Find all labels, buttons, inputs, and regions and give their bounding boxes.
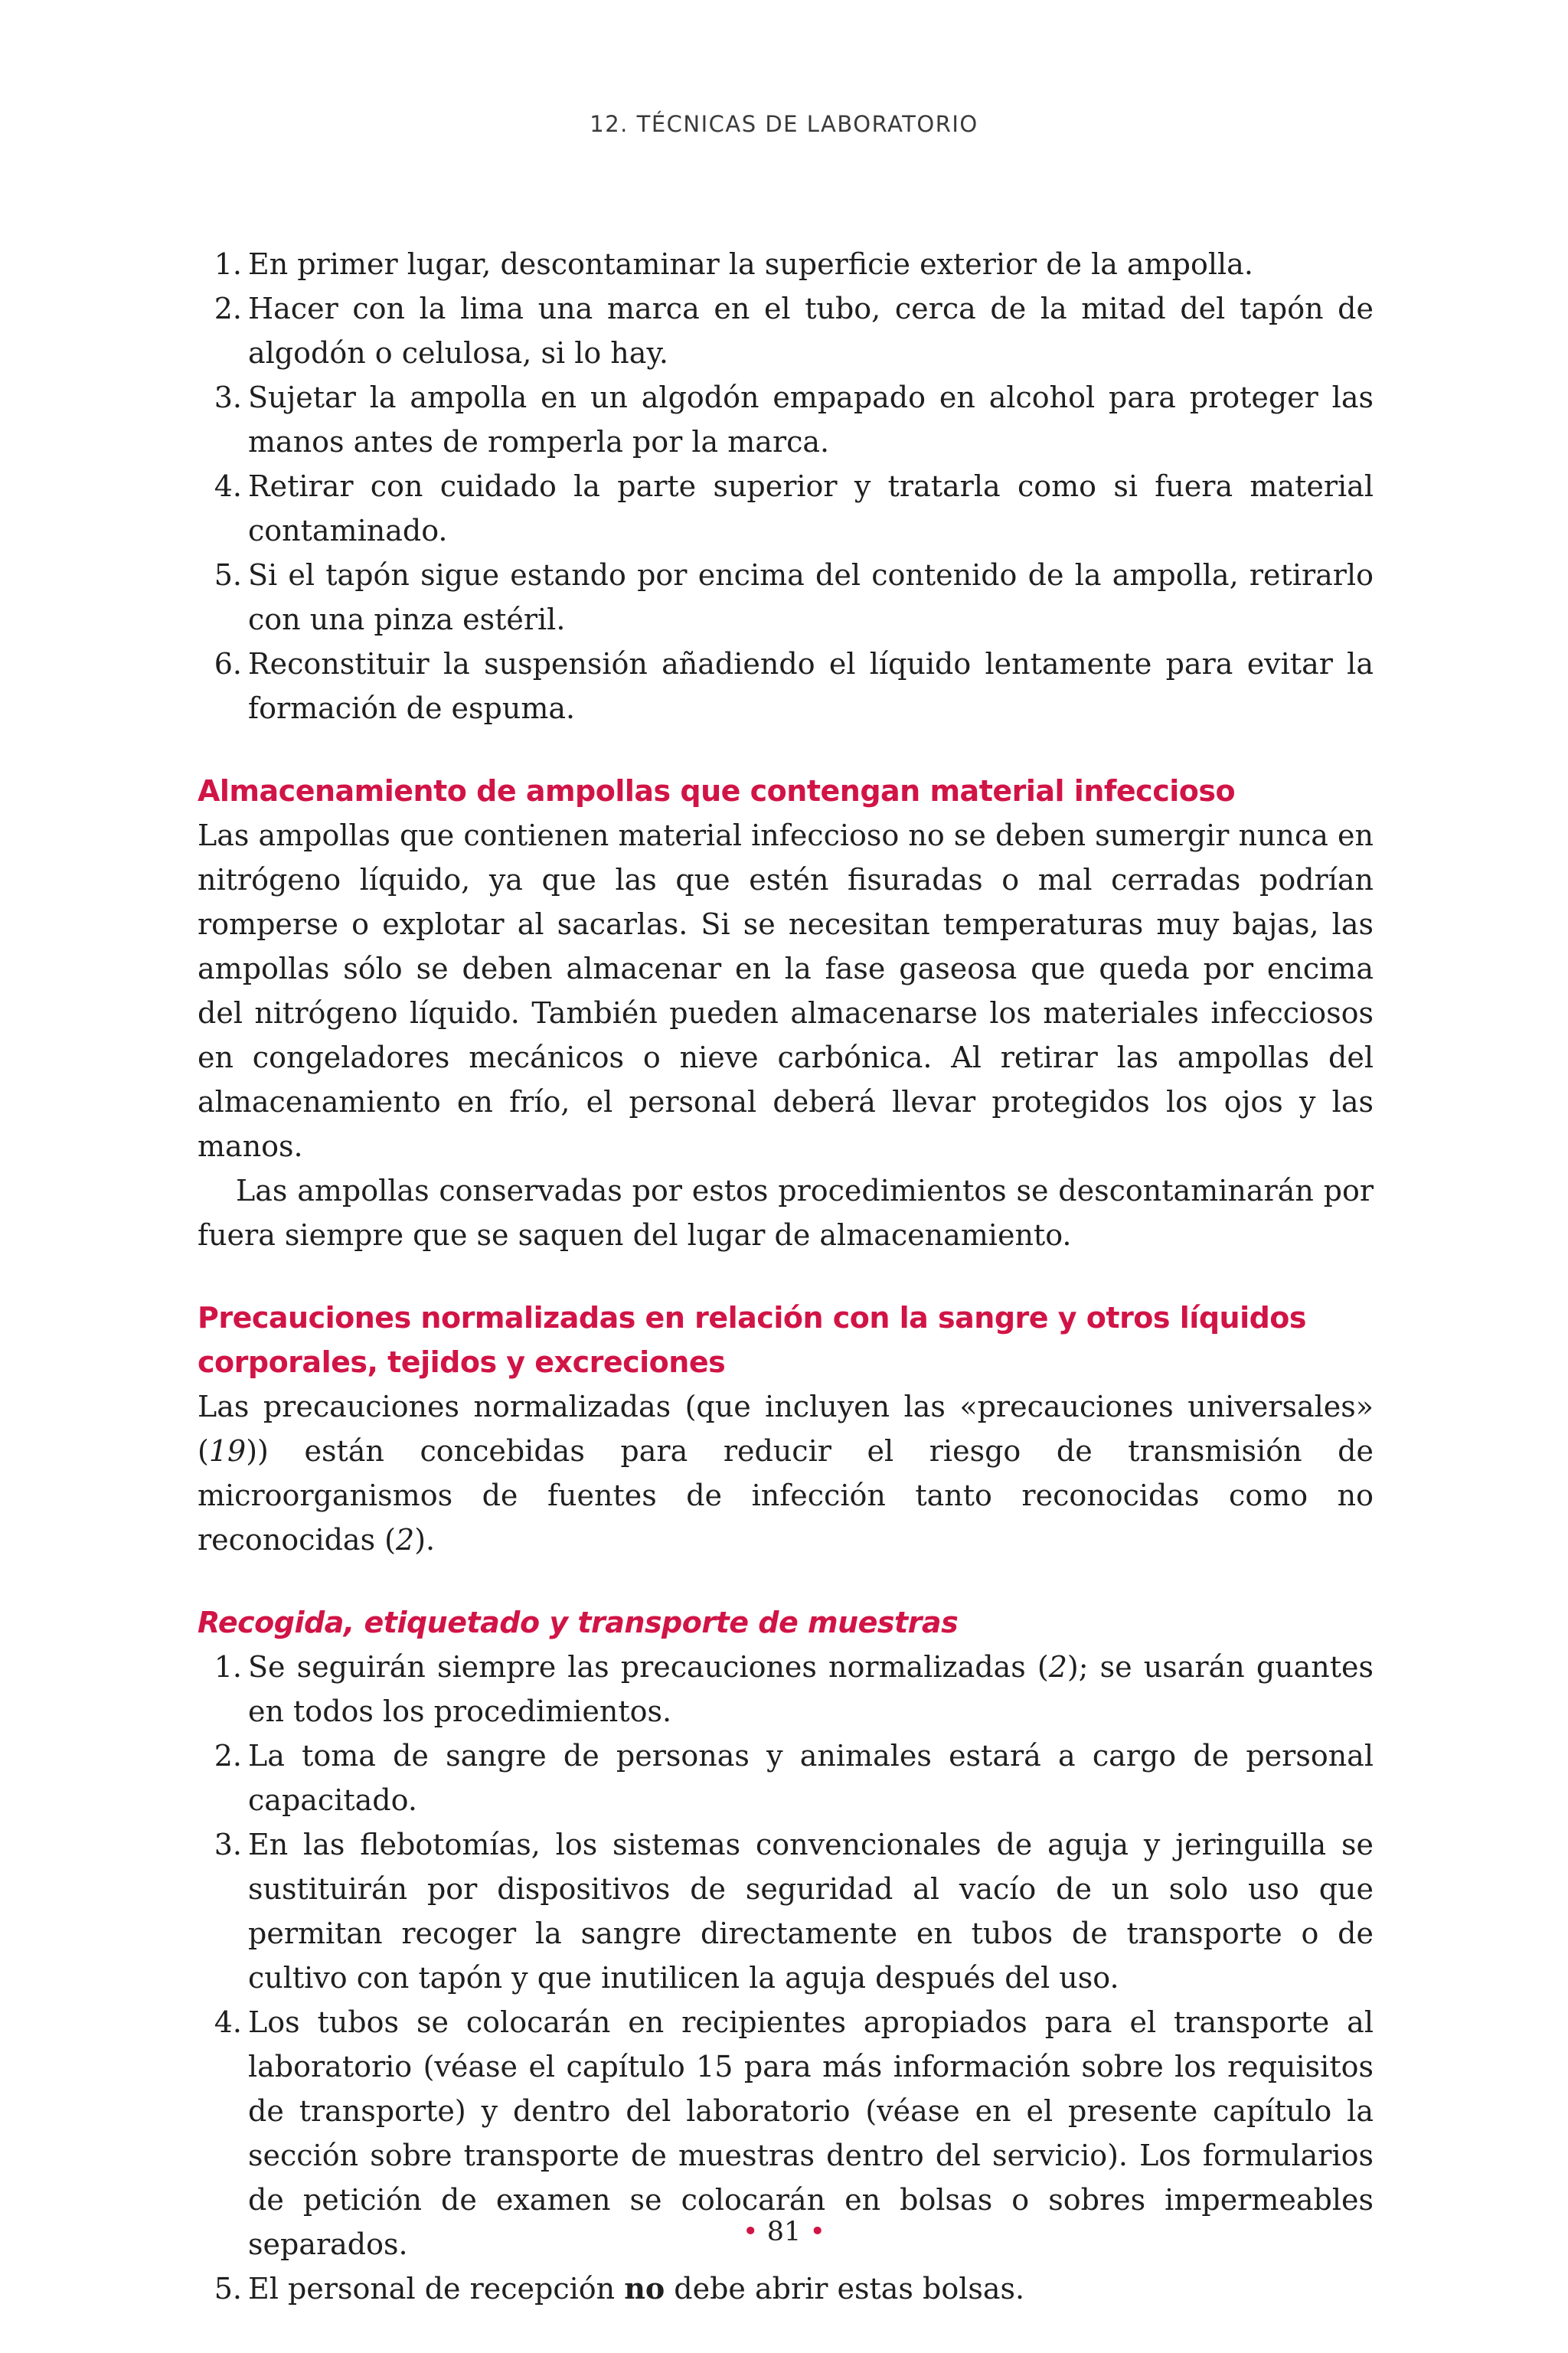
list-item [198, 1645, 1374, 1734]
collection-steps [198, 1645, 1374, 2311]
reference-number: 19 [208, 1434, 247, 1468]
section-heading-precautions: Precauciones normalizadas en relación con la sangre y otros líquidos corporales, tejidos y excreciones [198, 1301, 1307, 1379]
precautions-paragraph [198, 1384, 1374, 1562]
list-item-number: 5. [214, 2272, 242, 2306]
storage-paragraph: Las ampollas que contienen material infeccioso no se deben sumergir nunca en nitrógeno líquido, ya que las que estén fisuradas o mal cerradas podrían romperse o explotar al sacarlas. Si se necesitan temperaturas muy bajas, las ampollas sólo se deben almacenar en la fase gaseosa que queda por encima del nitrógeno líquido. También pueden almacenarse los materiales infecciosos en congeladores mecánicos o nieve carbónica. Al retirar las ampollas del almacenamiento en frío, el personal deberá llevar protegidos los ojos y las manos. [198, 819, 1374, 1163]
list-item [198, 464, 1374, 553]
list-item-text: ); se usarán guantes en todos los procedimientos. [248, 1650, 1374, 1728]
list-item-number: 2. [214, 1739, 242, 1773]
list-item-number: 5. [214, 558, 242, 592]
subsection-heading-collection: Recogida, etiquetado y transporte de muestras [198, 1606, 959, 1639]
list-item-number: 4. [214, 2005, 242, 2039]
list-item-number: 4. [214, 469, 242, 503]
list-item-text: El personal de recepción [248, 2272, 625, 2306]
list-item-text: Si el tapón sigue estando por encima del contenido de la ampolla, retirarlo con una pinza estéril. [248, 558, 1374, 636]
list-item [198, 286, 1374, 375]
list-item [198, 242, 1374, 286]
page-number [0, 2217, 1568, 2247]
list-item-text: debe abrir estas bolsas. [665, 2272, 1025, 2306]
list-item [198, 1822, 1374, 2000]
section-heading-storage: Almacenamiento de ampollas que contengan material infeccioso [198, 774, 1236, 808]
bullet-icon: • [809, 2217, 826, 2247]
reference-number: 2 [396, 1523, 415, 1557]
list-item-text: Sujetar la ampolla en un algodón empapado en alcohol para proteger las manos antes de romperla por la marca. [248, 381, 1374, 459]
list-item-number: 1. [214, 247, 242, 281]
list-item-text: En las flebotomías, los sistemas convencionales de aguja y jeringuilla se sustituirán por dispositivos de seguridad al vacío de un solo uso que permitan recoger la sangre directamente en tubos de transporte o de cultivo con tapón y que inutilicen la aguja después del uso. [248, 1828, 1374, 1995]
list-item-text: Hacer con la lima una marca en el tubo, cerca de la mitad del tapón de algodón o celulosa, si lo hay. [248, 292, 1374, 370]
list-item [198, 553, 1374, 642]
list-item [198, 375, 1374, 464]
running-head: 12. TÉCNICAS DE LABORATORIO [590, 111, 978, 137]
list-item [198, 642, 1374, 730]
body-text [198, 242, 1374, 2311]
list-item [198, 2266, 1374, 2311]
list-item-number: 1. [214, 1650, 242, 1684]
list-item-text: Retirar con cuidado la parte superior y tratarla como si fuera material contaminado. [248, 469, 1374, 547]
list-item [198, 1734, 1374, 1822]
storage-paragraph-continued: Las ampollas conservadas por estos procedimientos se descontaminarán por fuera siempre que se saquen del lugar de almacenamiento. [198, 1174, 1374, 1252]
list-item-text: La toma de sangre de personas y animales estará a cargo de personal capacitado. [248, 1739, 1374, 1817]
precautions-text-a: Las precauciones normalizadas (que incluyen las «precauciones universales» ( [198, 1390, 1374, 1468]
emphasis-word: no [624, 2271, 665, 2306]
list-item-number: 6. [214, 647, 242, 681]
list-item-number: 3. [214, 381, 242, 414]
list-item-number: 2. [214, 292, 242, 325]
list-item-text: En primer lugar, descontaminar la superficie exterior de la ampolla. [248, 247, 1253, 281]
reference-number: 2 [1048, 1650, 1067, 1684]
ampoule-opening-steps [198, 242, 1374, 730]
list-item-text: Se seguirán siempre las precauciones normalizadas ( [248, 1650, 1049, 1684]
bullet-icon: • [742, 2217, 759, 2247]
list-item-text: Reconstituir la suspensión añadiendo el líquido lentamente para evitar la formación de espuma. [248, 647, 1374, 725]
list-item-number: 3. [214, 1828, 242, 1861]
page-number-value: 81 [766, 2217, 802, 2247]
precautions-text-c: ). [414, 1523, 436, 1557]
list-item-text: Los tubos se colocarán en recipientes apropiados para el transporte al laboratorio (véase el capítulo 15 para más información sobre los requisitos de transporte) y dentro del laboratorio (véase en el presente capítulo la sección sobre transporte de muestras dentro del servicio). Los formularios de petición de examen se colocarán en bolsas o sobres impermeables separados. [248, 2005, 1374, 2261]
precautions-text-b: )) están concebidas para reducir el riesgo de transmisión de microorganismos de fuentes de infección tanto reconocidas como no reconocidas ( [198, 1434, 1374, 1557]
